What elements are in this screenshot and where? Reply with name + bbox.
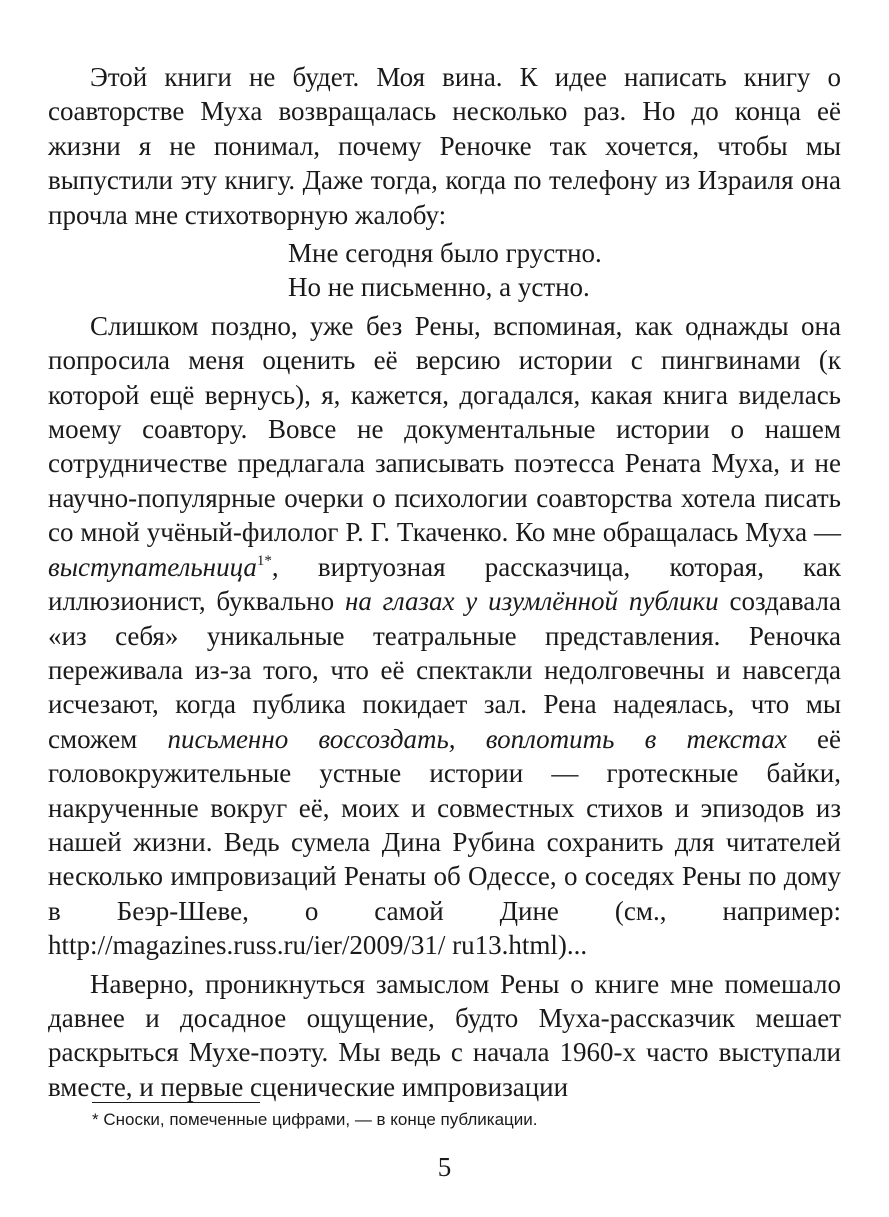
paragraph-2-text-4: её головокружительные устные истории — гротескные байки, накрученные вокруг её, моих и совместных стихов и эпизодов из нашей жизни. Ведь сумела Дина Рубина сохранить для читателей несколько импровизаций Ренаты об Одессе, о соседях Рены по дому в Беэр-Шеве, о самой Дине (см., например: http://magazines.russ.ru/ier/2009/31/ ru13.html)...	[48, 723, 841, 961]
footnote-marker: 1*	[256, 552, 272, 569]
italic-term: выступательница	[48, 551, 257, 582]
italic-phrase-1: на глазах у изумлённой публики	[344, 586, 719, 617]
paragraph-2-text-1: Слишком поздно, уже без Рены, вспоминая, как однажды она попросила меня оценить её версию истории с пингвинами (к которой ещё вернусь), я, кажется, догадался, какая книга виделась моему соавтору. Вовсе не документальные истории о нашем сотрудничестве предлагала записывать поэтесса Рената Муха, и не научно-популярные очерки о психологии соавторства хотела писать со мной учёный-филолог Р. Г. Ткаченко. Ко мне обращалась Муха —	[48, 310, 841, 548]
paragraph-2-text-2: , виртуозная рассказчица, которая, как иллюзионист, буквально	[48, 551, 841, 617]
poem-quote	[288, 236, 841, 305]
footnote: * Сноски, помеченные цифрами, — в конце публикации.	[92, 1110, 538, 1129]
page-number: 5	[437, 1152, 452, 1182]
footnote-divider	[92, 1102, 260, 1103]
paragraph-3: Наверно, проникнуться замыслом Рены о книге мне помешало давнее и досадное ощущение, будто Муха-рассказчик мешает раскрыться Мухе-поэту. Мы ведь с начала 1960-х часто выступали вместе, и первые сценические импровизации	[48, 968, 841, 1102]
poem-line-2: Но не письменно, а устно.	[288, 272, 590, 303]
italic-phrase-2: письменно воссоздать, воплотить в текстах	[167, 723, 787, 754]
paragraph-1: Этой книги не будет. Моя вина. К идее написать книгу о соавторстве Муха возвращалась несколько раз. Но до конца её жизни я не понимал, почему Реночке так хочется, чтобы мы выпустили эту книгу. Даже тогда, когда по телефону из Израиля она прочла мне стихотворную жалобу:	[48, 62, 841, 230]
paragraph-2	[48, 309, 841, 963]
poem-line-1: Мне сегодня было грустно.	[288, 238, 602, 269]
paragraph-2-text-3: создавала «из себя» уникальные театральные представления. Реночка переживала из-за того, что её спектакли недолговечны и навсегда исчезают, когда публика покидает зал. Рена надеялась, что мы сможем	[48, 586, 841, 754]
page-body	[48, 60, 841, 1104]
